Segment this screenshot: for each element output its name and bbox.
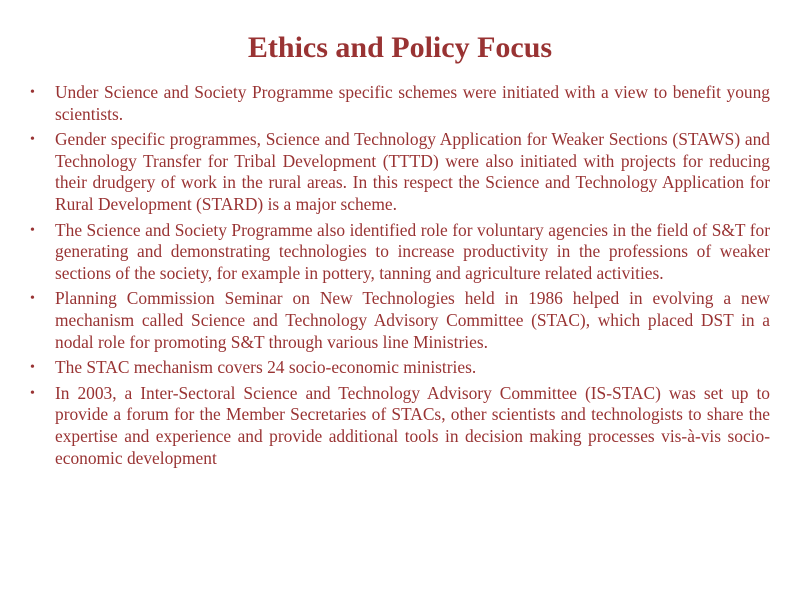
bullet-item	[30, 288, 770, 353]
bullet-text: The Science and Society Programme also identified role for voluntary agencies in the field of S&T for generating and demonstrating technologies to increase productivity in the professions of weaker sections of the society, for example in pottery, tanning and agriculture related activities.	[55, 219, 770, 283]
bullet-dot-icon: •	[30, 385, 35, 401]
bullet-item	[30, 383, 770, 469]
bullet-text: Gender specific programmes, Science and Technology Application for Weaker Sections (STAWS) and Technology Transfer for Tribal Development (TTTD) were also initiated with projects for reducing their drudgery of work in the rural areas. In this respect the Science and Technology Application for Rural Development (STARD) is a major scheme.	[55, 129, 770, 214]
bullet-dot-icon: •	[30, 360, 35, 376]
bullet-item	[30, 129, 770, 215]
bullet-item	[30, 82, 770, 125]
bullet-list	[30, 82, 770, 473]
bullet-item	[30, 357, 770, 379]
bullet-text: Under Science and Society Programme specific schemes were initiated with a view to benefit young scientists.	[55, 82, 770, 124]
slide-title: Ethics and Policy Focus	[247, 31, 553, 64]
bullet-item	[30, 220, 770, 285]
bullet-dot-icon: •	[30, 85, 35, 100]
bullet-dot-icon: •	[30, 222, 35, 238]
bullet-text: Planning Commission Seminar on New Technologies held in 1986 helped in evolving a new mechanism called Science and Technology Advisory Committee (STAC), which placed DST in a nodal role for promoting S&T through various line Ministries.	[55, 288, 770, 352]
bullet-text: In 2003, a Inter-Sectoral Science and Technology Advisory Committee (IS-STAC) was set up to provide a forum for the Member Secretaries of STACs, other scientists and technologists to share the expertise and experience and provide additional tools in decision making processes vis-à-vis socio-economic development	[55, 382, 770, 468]
bullet-dot-icon: •	[30, 291, 35, 307]
bullet-text: The STAC mechanism covers 24 socio-economic ministries.	[55, 357, 477, 378]
bullet-dot-icon: •	[30, 132, 35, 148]
